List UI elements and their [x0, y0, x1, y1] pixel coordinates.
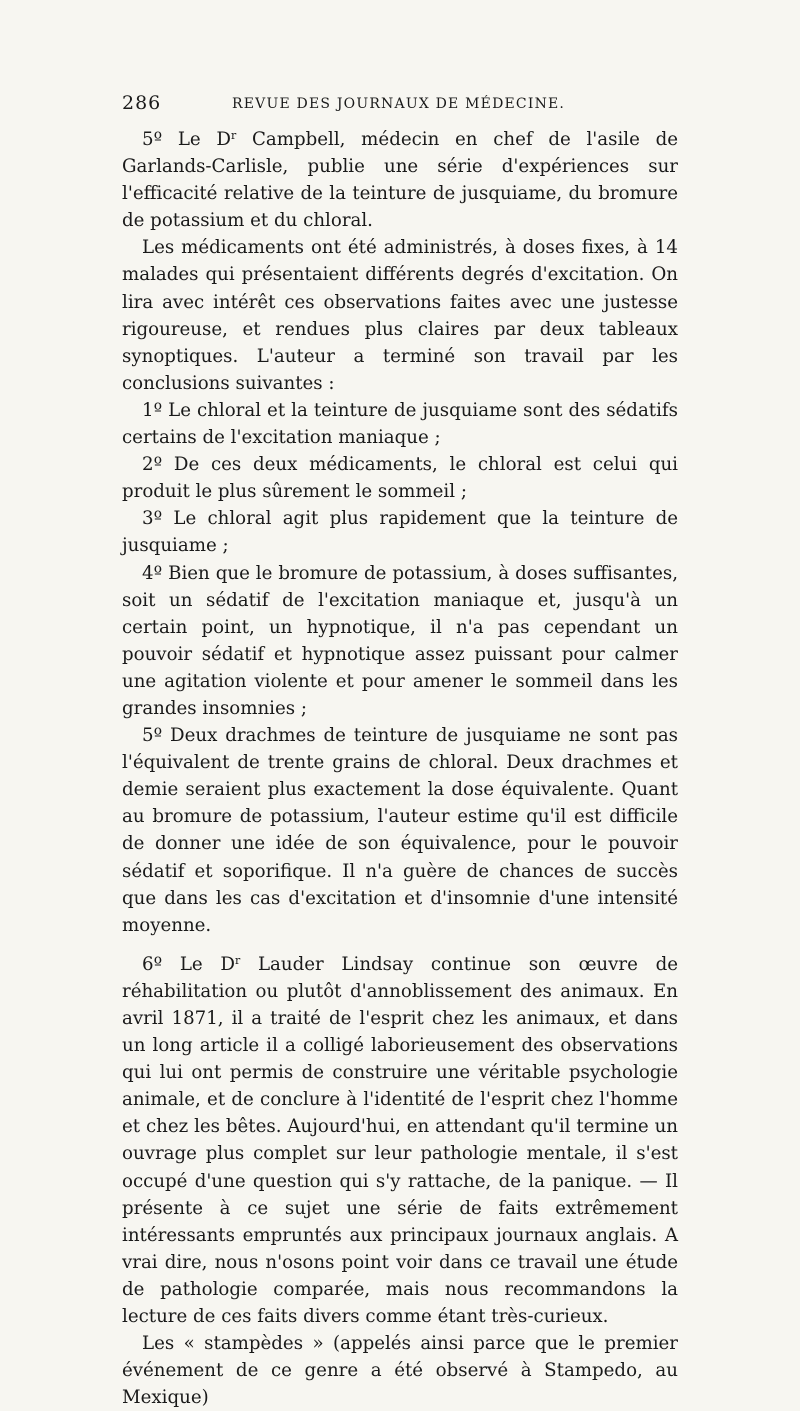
doctor-abbrev-superscript: r — [234, 953, 241, 967]
conclusion-4: 4º Bien que le bromure de potassium, à doses suffisantes, soit un sédatif de l'excitation maniaque et, jusqu'à un certain point, un hypnotique, il n'a pas cependant un pouvoir sédatif et hypnotique assez puissant pour calmer une agitation violente et pour amener le sommeil dans les grandes insomnies ; — [122, 562, 678, 719]
paragraph-lindsay-start: 6º Le D — [142, 953, 235, 975]
journal-title: REVUE DES JOURNAUX DE MÉDECINE. — [232, 96, 566, 112]
article-body — [122, 126, 678, 1411]
paragraph-campbell-rest: Campbell, médecin en chef de l'asile de Garlands-Carlisle, publie une série d'expériences sur l'efficacité relative de la teinture de jusquiame, du bromure de potassium et du chloral. — [122, 129, 678, 232]
paragraph-campbell-start: 5º Le D — [142, 129, 231, 150]
page-number: 286 — [122, 92, 162, 114]
doctor-abbrev-superscript: r — [231, 129, 237, 142]
conclusion-2: 2º De ces deux médicaments, le chloral est celui qui produit le plus sûrement le sommeil ; — [122, 454, 678, 503]
paragraph-lindsay — [122, 951, 678, 1330]
conclusion-5: 5º Deux drachmes de teinture de jusquiame ne sont pas l'équivalent de trente grains de chloral. Deux drachmes et demie seraient plus exactement la dose équivalente. Quant au bromure de potassium, l'auteur estime qu'il est difficile de donner une idée de son équivalence, pour le pouvoir sédatif et soporifique. Il n'a guère de chances de succès que dans les cas d'excitation et d'insomnie d'une intensité moyenne. — [122, 725, 678, 936]
document-page — [122, 92, 678, 1411]
paragraph-campbell — [122, 126, 678, 234]
running-header — [122, 92, 678, 120]
paragraph-lindsay-rest: Lauder Lindsay continue son œuvre de réhabilitation ou plutôt d'annoblissement des animaux. En avril 1871, il a traité de l'esprit chez les animaux, et dans un long article il a colligé laborieusement des observations qui lui ont permis de construire une véritable psychologie animale, et de conclure à l'identité de l'esprit chez l'homme et chez les bêtes. Aujourd'hui, en attendant qu'il termine un ouvrage plus complet sur leur pathologie mentale, il s'est occupé d'une question qui s'y rattache, de la panique. — Il présente à ce sujet une série de faits extrêmement intéressants empruntés aux principaux journaux anglais. A vrai dire, nous n'osons point voir dans ce travail une étude de pathologie comparée, mais nous recommandons la lecture de ces faits divers comme étant très-curieux. — [122, 953, 678, 1328]
paragraph-stampedes: Les « stampèdes » (appelés ainsi parce que le premier événement de ce genre a été observé à Stampedo, au Mexique) — [122, 1333, 678, 1409]
conclusion-3: 3º Le chloral agit plus rapidement que la teinture de jusquiame ; — [122, 508, 678, 557]
paragraph-methods: Les médicaments ont été administrés, à doses fixes, à 14 malades qui présentaient différents degrés d'excitation. On lira avec intérêt ces observations faites avec une justesse rigoureuse, et rendues plus claires par deux tableaux synoptiques. L'auteur a terminé son travail par les conclusions suivantes : — [122, 237, 678, 394]
conclusion-1: 1º Le chloral et la teinture de jusquiame sont des sédatifs certains de l'excitation maniaque ; — [122, 399, 678, 449]
